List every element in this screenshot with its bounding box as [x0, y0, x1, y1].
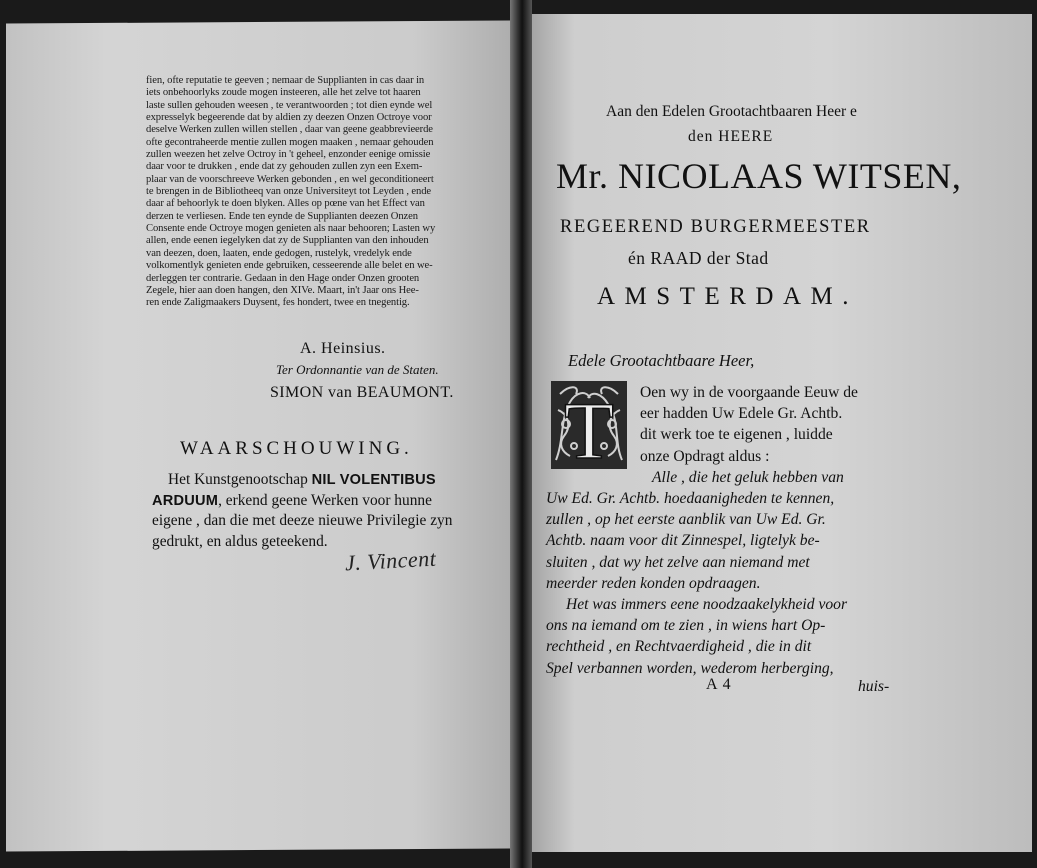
secretary-beaumont: SIMON van BEAUMONT.	[270, 384, 454, 401]
decree-line: te brengen in de Bibliotheeq van onze Universiteyt tot Leyden , ende	[146, 186, 432, 198]
body-line: onze Opdragt aldus :	[640, 447, 770, 465]
quote-line: sluiten , dat wy het zelve aan niemand met	[546, 553, 810, 571]
quote-line: Achtb. naam voor dit Zinnespel, ligtelyk be-	[546, 532, 820, 550]
body-line: Oen wy in de voorgaande Eeuw de	[640, 384, 858, 401]
body-line: dit werk toe te eigenen , luidde	[640, 426, 833, 444]
warning-line: gedrukt, en aldus geteekend.	[152, 532, 328, 550]
quote-line: ons na iemand om te zien , in wiens hart Op-	[546, 617, 826, 635]
salutation: Edele Grootachtbaare Heer,	[568, 351, 755, 370]
decree-line: daar voor te drukken , ende dat zy gehouden zullen zyn een Exem-	[146, 161, 423, 173]
society-motto: ARDUUM	[152, 492, 219, 509]
decree-line: ren ende Zaligmaakers Duysent, fes hondert, twee en tnegentig.	[146, 297, 410, 309]
quote-line: Alle , die het geluk hebben van	[652, 468, 844, 486]
decree-line: derzen te verliesen. Ende ten eynde de Supplianten deezen Onzen	[146, 210, 418, 222]
decree-line: allen, ende eenen iegelyken dat zy de Supplianten van den inhouden	[146, 235, 429, 247]
warning-line: eigene , dan die met deeze nieuwe Privilegie zyn	[152, 512, 453, 529]
warning-line	[152, 470, 504, 491]
decree-line: expresselyk begeerende dat by aldien zy deezen Onzen Octroye voor	[146, 112, 432, 124]
decree-line: laste sullen gehouden weesen , te verantwoorden ; tot dien eynde wel	[146, 99, 433, 111]
decree-line: ofte gecontraheerde mentie zullen mogen maaken , nemaar gehouden	[146, 136, 434, 148]
decree-line: deselve Werken zullen willen stellen , daar van geene geabbrevieerde	[146, 124, 433, 136]
dedication-line: Aan den Edelen Grootachtbaaren Heer e	[606, 103, 857, 120]
decree-line: van deezen, doen, laaten, ende gedogen, rustelyk, vredelyk ende	[146, 247, 412, 259]
raad-line: én RAAD der Stad	[628, 248, 769, 268]
signatory-heinsius: A. Heinsius.	[300, 340, 386, 357]
society-motto: NIL VOLENTIBUS	[311, 472, 436, 488]
decree-line: fien, ofte reputatie te geeven ; nemaar de Supplianten in cas daar in	[146, 75, 425, 86]
quote-line: zullen , op het eerste aanblik van Uw Ed. Gr.	[546, 511, 826, 529]
city-name: AMSTERDAM.	[597, 283, 858, 310]
den-heere-line: den HEERE	[688, 128, 774, 145]
decree-line: volkomentlyk genieten ende gebruiken, cesseerende alle belet en we-	[146, 260, 433, 272]
quote-line: meerder reden konden opdraagen.	[546, 574, 761, 592]
warning-line	[152, 491, 504, 512]
initial-letter: T	[563, 385, 615, 476]
warning-text-part: Het Kunstgenootschap	[168, 471, 312, 488]
quote-line: Het was immers eene noodzaakelykheid voor	[566, 596, 848, 614]
decree-line: Consente ende Octroye mogen genieten als naar behooren; Lasten wy	[146, 223, 436, 235]
signature-mark: A 4	[706, 676, 732, 693]
burgermeester-title: REGEEREND BURGERMEESTER	[560, 217, 871, 237]
warning-text-part: , erkend geene Werken voor hunne	[218, 491, 432, 509]
decree-line: daar af behoorlyk te doen blyken. Alles op pœne van het Effect van	[146, 198, 425, 210]
warning-heading: WAARSCHOUWING.	[180, 438, 413, 459]
ordonnantie-line: Ter Ordonnantie van de Staten.	[276, 362, 439, 377]
decree-line: derleggen ter contrarie. Gedaan in den Hage onder Onzen grooten	[146, 272, 420, 284]
book-gutter	[510, 0, 532, 868]
dedicatee-name: Mr. NICOLAAS WITSEN,	[556, 156, 962, 196]
catchword: huis-	[858, 678, 890, 695]
warning-paragraph	[152, 470, 504, 552]
decree-line: iets onbehoorlyks zoude mogen insteeren, alle het zelve tot haaren	[146, 87, 421, 99]
handwritten-signature: J. Vincent	[344, 545, 437, 576]
quote-line: rechtheid , en Rechtvaerdigheid , die in dit	[546, 638, 812, 656]
privilege-decree-text	[146, 75, 504, 310]
body-line: eer hadden Uw Edele Gr. Achtb.	[640, 405, 843, 423]
decree-line: Zegele, hier aan doen hangen, den XIVe. Maart, in't Jaar ons Hee-	[146, 284, 419, 296]
quote-line: Spel verbannen worden, wederom herberging,	[546, 659, 834, 677]
decree-line: zullen weezen het zelve Octroy in 't geheel, enzonder eenige omissie	[146, 149, 431, 161]
decree-line: plaar van de voorschreeve Werken gebonden , en wel geconditioneert	[146, 173, 434, 185]
dedication-body	[546, 382, 916, 679]
quote-line: Uw Ed. Gr. Achtb. hoedaanigheden te kennen,	[546, 490, 835, 508]
